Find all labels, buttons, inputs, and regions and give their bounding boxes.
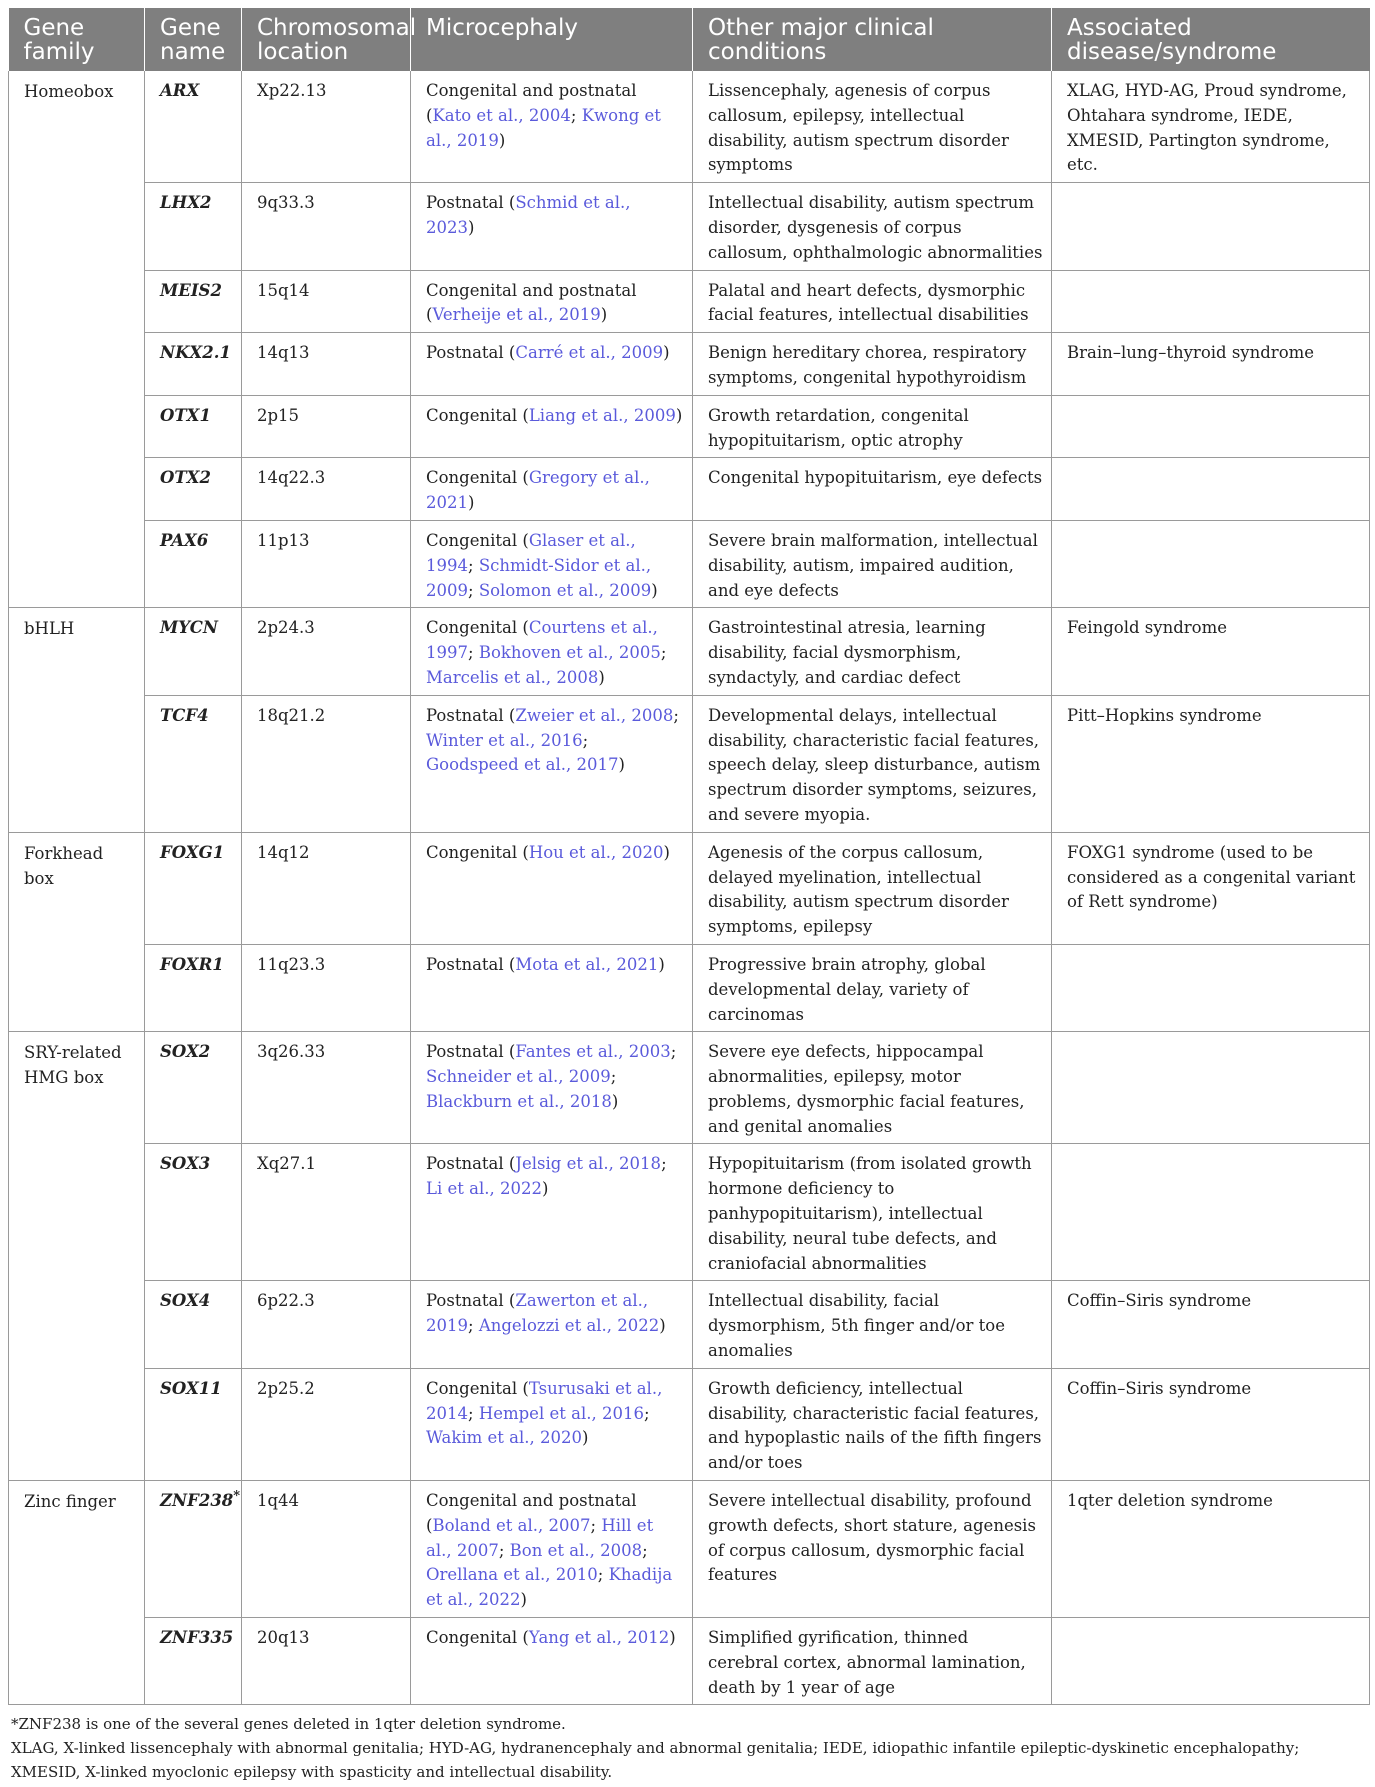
gene-table xyxy=(8,8,1370,1705)
reference-link[interactable]: Glaser et al., 1994 xyxy=(426,530,636,575)
reference-link[interactable]: Bon et al., 2008 xyxy=(509,1540,643,1560)
clinical-conditions-cell: Congenital hypopituitarism, eye defects xyxy=(693,458,1052,521)
chromosomal-location-cell: 2p24.3 xyxy=(242,608,411,695)
table-row xyxy=(9,1032,1370,1144)
reference-link[interactable]: Hempel et al., 2016 xyxy=(478,1403,644,1423)
gene-name: SOX2 xyxy=(160,1042,211,1062)
reference-link[interactable]: Bokhoven et al., 2005 xyxy=(478,643,661,663)
reference-link[interactable]: Mota et al., 2021 xyxy=(515,954,659,974)
gene-name-cell xyxy=(145,1032,242,1144)
microcephaly-cell: Congenital (Yang et al., 2012) xyxy=(411,1618,693,1705)
gene-name-cell xyxy=(145,832,242,944)
clinical-conditions-cell: Palatal and heart defects, dysmorphic facial features, intellectual disabilities xyxy=(693,270,1052,333)
clinical-conditions-cell: Simplified gyrification, thinned cerebral cortex, abnormal lamination, death by 1 year of age xyxy=(693,1618,1052,1705)
header-gene-family: Gene family xyxy=(9,8,145,71)
associated-disease-cell xyxy=(1052,395,1370,458)
chromosomal-location-cell: 9q33.3 xyxy=(242,183,411,270)
gene-name-cell xyxy=(145,608,242,695)
gene-name: ARX xyxy=(160,81,200,100)
table-row xyxy=(9,1618,1370,1705)
microcephaly-cell: Congenital (Hou et al., 2020) xyxy=(411,832,693,944)
reference-link[interactable]: Boland et al., 2007 xyxy=(432,1515,591,1535)
reference-link[interactable]: Zweier et al., 2008 xyxy=(515,705,674,725)
gene-name: FOXR1 xyxy=(160,954,224,974)
gene-name: MEIS2 xyxy=(160,280,222,300)
chromosomal-location-cell: Xq27.1 xyxy=(242,1144,411,1281)
associated-disease-cell: XLAG, HYD-AG, Proud syndrome, Ohtahara syndrome, IEDE, XMESID, Partington syndrome, etc. xyxy=(1052,71,1370,183)
gene-name-cell xyxy=(145,183,242,270)
clinical-conditions-cell: Intellectual disability, autism spectrum disorder, dysgenesis of corpus callosum, ophthalmologic abnormalities xyxy=(693,183,1052,270)
reference-link[interactable]: Tsurusaki et al., 2014 xyxy=(426,1378,663,1423)
header-chromosomal-location: Chromosomal location xyxy=(242,8,411,71)
gene-name: LHX2 xyxy=(160,193,212,213)
chromosomal-location-cell: 2p15 xyxy=(242,395,411,458)
associated-disease-cell xyxy=(1052,183,1370,270)
table-row xyxy=(9,1481,1370,1618)
table-container xyxy=(8,8,1369,1784)
gene-name-cell xyxy=(145,270,242,333)
clinical-conditions-cell: Developmental delays, intellectual disability, characteristic facial features, speech delay, sleep disturbance, autism spectrum disorder symptoms, seizures, and severe myopia. xyxy=(693,695,1052,832)
gene-name-cell xyxy=(145,71,242,183)
clinical-conditions-cell: Intellectual disability, facial dysmorphism, 5th finger and/or toe anomalies xyxy=(693,1281,1052,1368)
microcephaly-cell: Congenital and postnatal (Kato et al., 2004; Kwong et al., 2019) xyxy=(411,71,693,183)
microcephaly-cell: Congenital (Gregory et al., 2021) xyxy=(411,458,693,521)
clinical-conditions-cell: Growth deficiency, intellectual disability, characteristic facial features, and hypoplastic nails of the fifth fingers and/or toes xyxy=(693,1368,1052,1480)
table-row xyxy=(9,520,1370,607)
reference-link[interactable]: Angelozzi et al., 2022 xyxy=(478,1316,660,1336)
gene-family-cell: Zinc finger xyxy=(9,1481,145,1705)
reference-link[interactable]: Blackburn et al., 2018 xyxy=(426,1091,612,1111)
reference-link[interactable]: Kwong et al., 2019 xyxy=(426,105,661,150)
associated-disease-cell: Coffin–Siris syndrome xyxy=(1052,1281,1370,1368)
table-row xyxy=(9,333,1370,396)
gene-name-cell xyxy=(145,520,242,607)
footnote-asterisk: *ZNF238 is one of the several genes deleted in 1qter deletion syndrome. xyxy=(11,1715,566,1734)
table-row xyxy=(9,1368,1370,1480)
gene-name: ZNF335 xyxy=(160,1628,234,1648)
associated-disease-cell xyxy=(1052,270,1370,333)
reference-link[interactable]: Solomon et al., 2009 xyxy=(478,580,652,600)
associated-disease-cell: Pitt–Hopkins syndrome xyxy=(1052,695,1370,832)
reference-link[interactable]: Liang et al., 2009 xyxy=(528,405,676,425)
associated-disease-cell: Brain–lung–thyroid syndrome xyxy=(1052,333,1370,396)
associated-disease-cell: Coffin–Siris syndrome xyxy=(1052,1368,1370,1480)
gene-family-cell: bHLH xyxy=(9,608,145,832)
reference-link[interactable]: Li et al., 2022 xyxy=(426,1179,542,1199)
gene-name-cell xyxy=(145,1368,242,1480)
chromosomal-location-cell: 11p13 xyxy=(242,520,411,607)
microcephaly-cell: Congenital and postnatal (Verheije et al., 2019) xyxy=(411,270,693,333)
clinical-conditions-cell: Severe brain malformation, intellectual disability, autism, impaired audition, and eye defects xyxy=(693,520,1052,607)
gene-name-cell xyxy=(145,944,242,1031)
reference-link[interactable]: Marcelis et al., 2008 xyxy=(426,667,599,687)
gene-family-cell: Forkhead box xyxy=(9,832,145,1032)
gene-name: OTX1 xyxy=(160,405,211,425)
reference-link[interactable]: Zawerton et al., 2019 xyxy=(426,1291,649,1336)
gene-name: OTX2 xyxy=(160,468,211,488)
clinical-conditions-cell: Growth retardation, congenital hypopituitarism, optic atrophy xyxy=(693,395,1052,458)
gene-name-cell xyxy=(145,1481,242,1618)
reference-link[interactable]: Schmidt-Sidor et al., 2009 xyxy=(426,555,652,600)
gene-name-cell xyxy=(145,1144,242,1281)
gene-name: MYCN xyxy=(160,618,218,638)
clinical-conditions-cell: Lissencephaly, agenesis of corpus callosum, epilepsy, intellectual disability, autism spectrum disorder symptoms xyxy=(693,71,1052,183)
clinical-conditions-cell: Hypopituitarism (from isolated growth hormone deficiency to panhypopituitarism), intellectual disability, neural tube defects, and craniofacial abnormalities xyxy=(693,1144,1052,1281)
footnote-marker: * xyxy=(233,1488,241,1504)
microcephaly-cell: Postnatal (Fantes et al., 2003; Schneider et al., 2009; Blackburn et al., 2018) xyxy=(411,1032,693,1144)
chromosomal-location-cell: 6p22.3 xyxy=(242,1281,411,1368)
header-microcephaly: Microcephaly xyxy=(411,8,693,71)
clinical-conditions-cell: Benign hereditary chorea, respiratory symptoms, congenital hypothyroidism xyxy=(693,333,1052,396)
clinical-conditions-cell: Progressive brain atrophy, global developmental delay, variety of carcinomas xyxy=(693,944,1052,1031)
table-row xyxy=(9,183,1370,270)
gene-name: SOX3 xyxy=(160,1154,211,1174)
reference-link[interactable]: Schmid et al., 2023 xyxy=(426,193,631,237)
table-row xyxy=(9,395,1370,458)
table-row xyxy=(9,71,1370,183)
reference-link[interactable]: Goodspeed et al., 2017 xyxy=(426,755,619,775)
microcephaly-cell: Postnatal (Zawerton et al., 2019; Angelozzi et al., 2022) xyxy=(411,1281,693,1368)
associated-disease-cell xyxy=(1052,520,1370,607)
microcephaly-cell: Congenital (Glaser et al., 1994; Schmidt-Sidor et al., 2009; Solomon et al., 2009) xyxy=(411,520,693,607)
table-row xyxy=(9,1281,1370,1368)
gene-name-cell xyxy=(145,1281,242,1368)
microcephaly-cell: Postnatal (Jelsig et al., 2018; Li et al., 2022) xyxy=(411,1144,693,1281)
gene-name: SOX11 xyxy=(160,1378,222,1398)
reference-link[interactable]: Khadija et al., 2022 xyxy=(426,1565,673,1610)
chromosomal-location-cell: 18q21.2 xyxy=(242,695,411,832)
reference-link[interactable]: Kato et al., 2004 xyxy=(432,105,571,125)
chromosomal-location-cell: 1q44 xyxy=(242,1481,411,1618)
associated-disease-cell xyxy=(1052,1618,1370,1705)
header-other-conditions: Other major clinical conditions xyxy=(693,8,1052,71)
clinical-conditions-cell: Severe eye defects, hippocampal abnormalities, epilepsy, motor problems, dysmorphic facial features, and genital anomalies xyxy=(693,1032,1052,1144)
chromosomal-location-cell: 2p25.2 xyxy=(242,1368,411,1480)
chromosomal-location-cell: 20q13 xyxy=(242,1618,411,1705)
reference-link[interactable]: Hou et al., 2020 xyxy=(528,842,664,862)
gene-name-cell xyxy=(145,1618,242,1705)
table-body xyxy=(9,71,1370,1705)
header-associated-disease: Associated disease/syndrome xyxy=(1052,8,1370,71)
header-gene-name: Gene name xyxy=(145,8,242,71)
chromosomal-location-cell: 14q12 xyxy=(242,832,411,944)
chromosomal-location-cell: 3q26.33 xyxy=(242,1032,411,1144)
associated-disease-cell xyxy=(1052,944,1370,1031)
associated-disease-cell xyxy=(1052,458,1370,521)
microcephaly-cell: Postnatal (Schmid et al., 2023) xyxy=(411,183,693,270)
table-row xyxy=(9,1144,1370,1281)
gene-name: NKX2.1 xyxy=(160,343,231,363)
microcephaly-cell: Congenital and postnatal (Boland et al., 2007; Hill et al., 2007; Bon et al., 2008; Orellana et al., 2010; Khadija et al., 2022) xyxy=(411,1481,693,1618)
footnote-abbreviations: XLAG, X-linked lissencephaly with abnormal genitalia; HYD-AG, hydranencephaly and abnormal genitalia; IEDE, idiopathic infantile epileptic-dyskinetic encephalopathy; XMESID, X-linked myoclonic epilepsy with spasticity and intellectual disability. xyxy=(11,1739,1300,1782)
chromosomal-location-cell: Xp22.13 xyxy=(242,71,411,183)
associated-disease-cell: 1qter deletion syndrome xyxy=(1052,1481,1370,1618)
reference-link[interactable]: Hill et al., 2007 xyxy=(426,1515,654,1560)
gene-name-cell xyxy=(145,695,242,832)
reference-link[interactable]: Gregory et al., 2021 xyxy=(426,468,650,513)
header-row xyxy=(9,8,1370,71)
associated-disease-cell xyxy=(1052,1144,1370,1281)
clinical-conditions-cell: Gastrointestinal atresia, learning disability, facial dysmorphism, syndactyly, and cardiac defect xyxy=(693,608,1052,695)
gene-name-cell xyxy=(145,395,242,458)
microcephaly-cell: Postnatal (Carré et al., 2009) xyxy=(411,333,693,396)
reference-link[interactable]: Jelsig et al., 2018 xyxy=(515,1154,662,1174)
reference-link[interactable]: Winter et al., 2016 xyxy=(426,730,583,750)
gene-name: TCF4 xyxy=(160,705,209,725)
table-row xyxy=(9,608,1370,695)
reference-link[interactable]: Courtens et al., 1997 xyxy=(426,618,658,663)
associated-disease-cell: Feingold syndrome xyxy=(1052,608,1370,695)
gene-name: FOXG1 xyxy=(160,842,225,862)
table-row xyxy=(9,458,1370,521)
reference-link[interactable]: Orellana et al., 2010 xyxy=(426,1565,598,1585)
gene-family-cell: Homeobox xyxy=(9,71,145,608)
gene-name-cell xyxy=(145,333,242,396)
chromosomal-location-cell: 14q22.3 xyxy=(242,458,411,521)
gene-family-cell: SRY-related HMG box xyxy=(9,1032,145,1481)
associated-disease-cell: FOXG1 syndrome (used to be considered as a congenital variant of Rett syndrome) xyxy=(1052,832,1370,944)
microcephaly-cell: Postnatal (Zweier et al., 2008; Winter et al., 2016; Goodspeed et al., 2017) xyxy=(411,695,693,832)
microcephaly-cell: Congenital (Courtens et al., 1997; Bokhoven et al., 2005; Marcelis et al., 2008) xyxy=(411,608,693,695)
table-footnotes xyxy=(8,1712,1361,1784)
gene-name: PAX6 xyxy=(160,530,209,550)
gene-name: ZNF238 xyxy=(160,1491,234,1511)
microcephaly-cell: Congenital (Tsurusaki et al., 2014; Hempel et al., 2016; Wakim et al., 2020) xyxy=(411,1368,693,1480)
microcephaly-cell: Congenital (Liang et al., 2009) xyxy=(411,395,693,458)
clinical-conditions-cell: Severe intellectual disability, profound growth defects, short stature, agenesis of corpus callosum, dysmorphic facial features xyxy=(693,1481,1052,1618)
chromosomal-location-cell: 11q23.3 xyxy=(242,944,411,1031)
gene-name: SOX4 xyxy=(160,1291,211,1311)
table-row xyxy=(9,695,1370,832)
reference-link[interactable]: Verheije et al., 2019 xyxy=(432,305,601,325)
table-row xyxy=(9,832,1370,944)
reference-link[interactable]: Schneider et al., 2009 xyxy=(426,1067,611,1087)
clinical-conditions-cell: Agenesis of the corpus callosum, delayed myelination, intellectual disability, autism spectrum disorder symptoms, epilepsy xyxy=(693,832,1052,944)
table-row xyxy=(9,270,1370,333)
microcephaly-cell: Postnatal (Mota et al., 2021) xyxy=(411,944,693,1031)
chromosomal-location-cell: 14q13 xyxy=(242,333,411,396)
table-row xyxy=(9,944,1370,1031)
gene-name-cell xyxy=(145,458,242,521)
reference-link[interactable]: Fantes et al., 2003 xyxy=(515,1042,671,1062)
reference-link[interactable]: Wakim et al., 2020 xyxy=(426,1428,583,1448)
reference-link[interactable]: Carré et al., 2009 xyxy=(515,343,664,363)
associated-disease-cell xyxy=(1052,1032,1370,1144)
chromosomal-location-cell: 15q14 xyxy=(242,270,411,333)
reference-link[interactable]: Yang et al., 2012 xyxy=(528,1628,670,1648)
